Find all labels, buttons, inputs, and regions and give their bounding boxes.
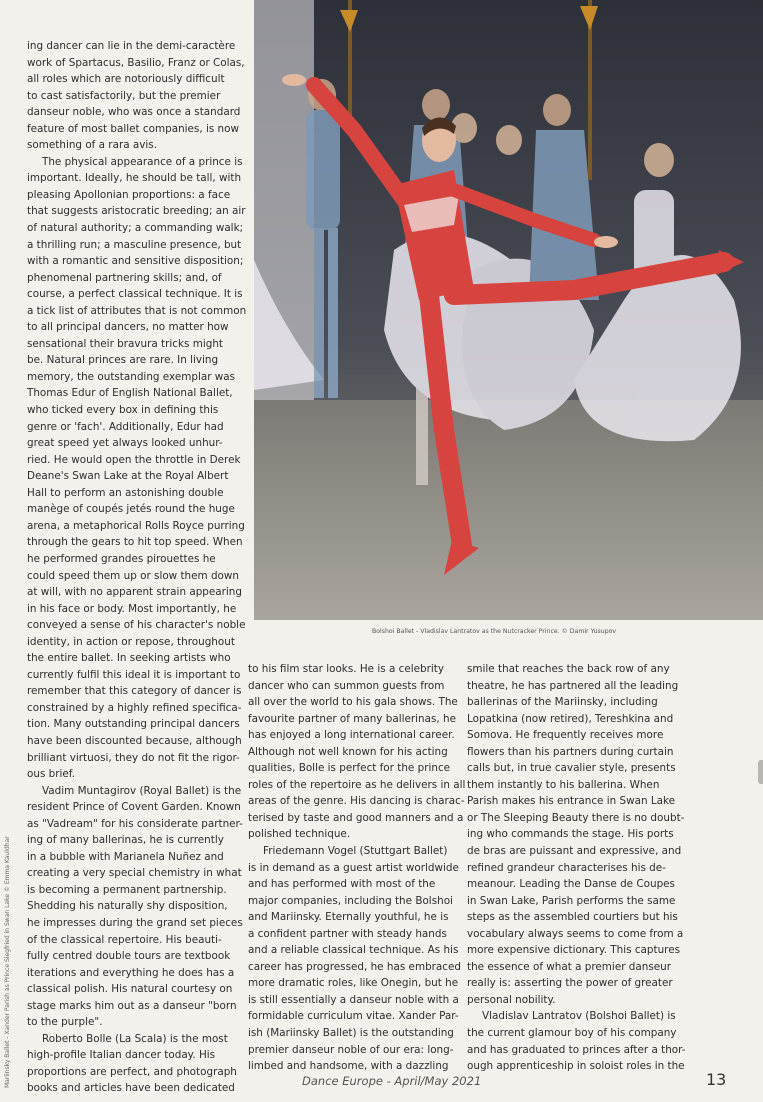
text-line: and a reliable classical technique. As his [248,944,459,957]
text-line: important. Ideally, he should be tall, with [27,172,242,185]
text-line: them instantly to his ballerina. When [467,778,660,791]
text-line: is still essentially a danseur noble with a [248,993,459,1006]
text-line: who ticked every box in defining this [27,404,219,417]
text-line: Lopatkina (now retired), Tereshkina and [467,712,674,725]
text-line: personal nobility. [467,993,556,1006]
text-line: theatre, he has partnered all the leading [467,679,679,692]
text-line: refined grandeur characterises his de- [467,861,666,874]
text-line: currently fulfil this ideal it is important to [27,668,241,681]
text-line: memory, the outstanding exemplar was [27,370,236,383]
text-line: meanour. Leading the Danse de Coupes [467,878,675,891]
text-line: smile that reaches the back row of any [467,663,670,675]
text-line: of natural authority; a commanding walk; [27,222,244,235]
text-line: have been discounted because, although [27,734,242,747]
text-line: ough apprenticeship in soloist roles in the [467,1060,685,1073]
text-line: de bras are puissant and expressive, and [467,845,682,858]
text-line: dancer who can summon guests from [248,679,445,692]
text-line: phenomenal partnering skills; and, of [27,271,222,284]
text-line: Friedemann Vogel (Stuttgart Ballet) [263,845,448,858]
text-line: terised by taste and good manners and a [248,811,464,824]
text-line: ballerinas of the Mariinsky, including [467,696,658,709]
text-column-3 [467,661,686,1075]
text-line: ing of many ballerinas, he is currently [27,834,224,847]
text-line: high-profile Italian dancer today. His [27,1049,216,1062]
text-line: iterations and everything he does has a [27,966,235,979]
text-line: Roberto Bolle (La Scala) is the most [42,1032,228,1045]
text-line: is in demand as a guest artist worldwide [248,861,459,874]
text-line: classical polish. His natural courtesy on [27,983,233,996]
text-line: a confident partner with steady hands [248,927,447,940]
text-column-2 [248,661,466,1075]
text-line: something of a rara avis. [27,139,158,152]
text-line: of the classical repertoire. His beauti- [27,933,222,946]
text-line: formidable curriculum vitae. Xander Par- [248,1010,459,1023]
text-line: a tick list of attributes that is not common [27,304,247,317]
text-line: stage marks him out as a danseur "born [27,999,237,1012]
text-line: qualities, Bolle is perfect for the prince [248,762,451,775]
text-line: books and articles have been dedicated [27,1082,235,1095]
ballet-photo [254,0,763,620]
text-line: in Swan Lake, Parish performs the same [467,894,676,907]
text-line: he impresses during the grand set pieces [27,916,243,929]
text-line: feature of most ballet companies, is now [27,122,239,135]
text-line: more expensive dictionary. This captures [467,944,681,957]
text-line: or The Sleeping Beauty there is no doubt- [467,811,685,824]
text-line: in a bubble with Marianela Nuñez and [27,850,224,863]
text-line: ous brief. [27,768,76,781]
text-line: danseur noble, who was once a standard [27,106,241,119]
text-line: a thrilling run; a masculine presence, but [27,238,242,251]
text-line: premier danseur noble of our era: long- [248,1043,454,1056]
text-line: manège of coupés jetés round the huge [27,503,235,516]
text-line: fully centred double tours are textbook [27,950,231,963]
text-line: to all principal dancers, no matter how [27,321,229,334]
text-line: brilliant virtuosi, they do not fit the rigor- [27,751,240,764]
text-line: steps as the assembled courtiers but his [467,911,678,924]
text-line: roles of the repertoire as he delivers in all [248,778,466,791]
text-line: tion. Many outstanding principal dancers [27,718,240,731]
text-line: identity, in action or repose, throughout [27,635,235,648]
text-line: Hall to perform an astonishing double [27,486,224,499]
text-line: Vladislav Lantratov (Bolshoi Ballet) is [482,1010,676,1023]
text-line: Somova. He frequently receives more [467,729,664,742]
text-line: to cast satisfactorily, but the premier [27,89,221,102]
text-line: Parish makes his entrance in Swan Lake [467,795,676,808]
text-line: all roles which are notoriously difficult [27,73,225,86]
text-column-1 [27,38,252,1097]
text-line: the current glamour boy of his company [467,1027,677,1040]
text-line: resident Prince of Covent Garden. Known [27,801,241,814]
page-edge-tab [758,760,763,784]
text-line: remember that this category of dancer is [27,685,242,698]
text-line: all over the world to his gala shows. The [248,696,458,709]
text-line: in his face or body. Most importantly, he [27,602,237,615]
text-line: conveyed a sense of his character's noble [27,619,246,632]
text-line: The physical appearance of a prince is [42,155,243,168]
text-line: that suggests aristocratic breeding; an air [27,205,246,218]
text-line: he performed grandes pirouettes he [27,552,216,565]
text-line: be. Natural princes are rare. In living [27,354,219,367]
text-line: areas of the genre. His dancing is charac- [248,795,465,808]
page-number: 13 [706,1070,727,1089]
text-line: proportions are perfect, and photograph [27,1065,237,1078]
text-line: constrained by a highly refined specifica- [27,701,242,714]
text-line: ish (Mariinsky Ballet) is the outstanding [248,1027,454,1040]
text-line: vocabulary always seems to come from a [467,927,684,940]
text-line: to his film star looks. He is a celebrity [248,663,444,675]
text-line: through the gears to hit top speed. When [27,536,243,549]
text-line: Although not well known for his acting [248,745,448,758]
text-line: calls but, in true cavalier style, presents [467,762,676,775]
text-line: creating a very special chemistry in what [27,867,242,880]
text-line: arena, a metaphorical Rolls Royce purring [27,519,245,532]
text-line: Vadim Muntagirov (Royal Ballet) is the [42,784,242,797]
footer-magazine-title: Dance Europe - April/May 2021 [302,1074,482,1088]
text-line: genre or 'fach'. Additionally, Edur had [27,420,224,433]
text-line: ing who commands the stage. His ports [467,828,674,841]
text-line: as "Vadream" for his considerate partner- [27,817,243,830]
text-line: is becoming a permanent partnership. [27,883,227,896]
text-line: the essence of what a premier danseur [467,960,671,973]
text-line: pleasing Apollonian proportions: a face [27,188,231,201]
text-line: more dramatic roles, like Onegin, but he [248,977,459,990]
text-line: could speed them up or slow them down [27,569,239,582]
text-line: flowers than his partners during curtain [467,745,674,758]
text-line: with a romantic and sensitive disposition; [27,255,244,268]
text-line: has enjoyed a long international career. [248,729,455,742]
text-line: course, a perfect classical technique. It is [27,288,243,301]
text-line: to the purple". [27,1016,103,1029]
text-line: and has performed with most of the [248,878,436,891]
ballet-photo-illustration [254,0,763,620]
text-line: limbed and handsome, with a dazzling [248,1060,449,1073]
text-line: ing dancer can lie in the demi-caractère [27,40,236,52]
text-line: at will, with no apparent strain appearing [27,586,242,599]
text-line: really is: asserting the power of greater [467,977,673,990]
side-photo-credit: Mariinsky Ballet - Xander Parish as Prince Siegfried in Swan Lake © Emma Kauldhar [4,836,11,1088]
text-line: and Mariinsky. Eternally youthful, he is [248,911,449,924]
photo-caption: Bolshoi Ballet - Vladislav Lantratov as the Nutcracker Prince. © Damir Yusupov [372,628,617,635]
text-line: major companies, including the Bolshoi [248,894,453,907]
text-line: polished technique. [248,828,351,841]
text-line: work of Spartacus, Basilio, Franz or Colas, [27,56,245,69]
text-line: the entire ballet. In seeking artists who [27,652,231,665]
text-line: Shedding his naturally shy disposition, [27,900,228,913]
text-line: and has graduated to princes after a thor- [467,1043,686,1056]
text-line: career has progressed, he has embraced [248,960,462,973]
text-line: Thomas Edur of English National Ballet, [27,387,233,400]
text-line: Deane's Swan Lake at the Royal Albert [27,470,229,483]
text-line: ried. He would open the throttle in Derek [27,453,241,466]
text-line: great speed yet always looked unhur- [27,437,223,450]
text-line: favourite partner of many ballerinas, he [248,712,456,725]
text-line: sensational their bravura tricks might [27,337,224,350]
